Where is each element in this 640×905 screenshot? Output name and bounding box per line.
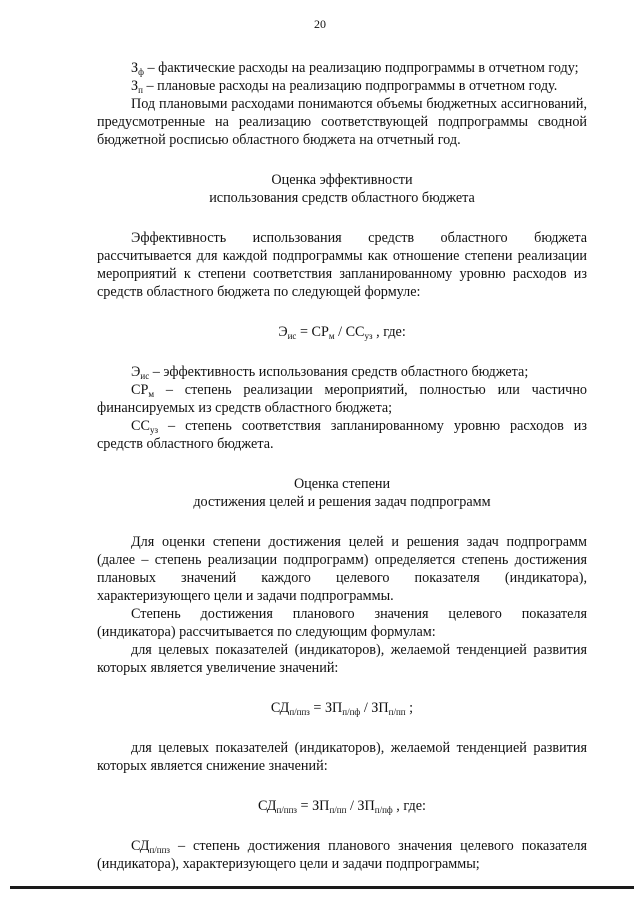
page-content bbox=[97, 59, 587, 873]
efficiency-intro-paragraph: Эффективность использования средств областного бюджета рассчитывается для каждой подпрограммы как отношение степени реализации мероприятий к степени соответствия запланированному уровню расходов из средств областного бюджета по следующей формуле: bbox=[97, 230, 587, 300]
definition-sd: $СД_{п/ппз}$ – степень достижения планового значения целевого показателя (индикатора), характеризующего цели и задачи подпрограммы; bbox=[97, 838, 587, 872]
section-heading-line: Оценка степени bbox=[293, 476, 391, 492]
definition-zf bbox=[97, 59, 587, 77]
goals-paragraph: Для оценки степени достижения целей и решения задач подпрограмм (далее – степень реализации подпрограмм) определяется степень достижения плановых значений каждого целевого показателя (индикатора), характеризующего цели и задачи подпрограммы. bbox=[97, 534, 587, 604]
definition-srm: $СР_м$ – степень реализации мероприятий, полностью или частично финансируемых из средств областного бюджета; bbox=[97, 382, 587, 416]
subscript: ф bbox=[138, 67, 144, 77]
formula-increase: $СД_{п/ппз} = ЗП_{п/пф} / ЗП_{п/пп}$ ; bbox=[270, 700, 414, 717]
subscript: п bbox=[138, 85, 143, 95]
section-heading-line: достижения целей и решения задач подпрограмм bbox=[193, 494, 491, 510]
section-heading-line: Оценка эффективности bbox=[271, 172, 413, 188]
planned-expenses-paragraph: Под плановыми расходами понимаются объемы бюджетных ассигнований, предусмотренные на реализацию соответствующей подпрограммы сводной бюджетной росписью областного бюджета на отчетный год. bbox=[97, 96, 587, 148]
decrease-case-paragraph: для целевых показателей (индикаторов), желаемой тенденцией развития которых является снижение значений: bbox=[97, 740, 587, 774]
indicator-paragraph: Степень достижения планового значения целевого показателя (индикатора) рассчитывается по следующим формулам: bbox=[97, 606, 587, 640]
definition-text: – плановые расходы на реализацию подпрограммы в отчетном году. bbox=[142, 78, 558, 94]
definition-text: – фактические расходы на реализацию подпрограммы в отчетном году; bbox=[143, 60, 579, 76]
page-number: 20 bbox=[314, 17, 326, 31]
definition-zp bbox=[97, 77, 587, 95]
definition-ssuz: $СС_{уз}$ – степень соответствия запланированному уровню расходов из средств областного бюджета. bbox=[97, 418, 587, 452]
symbol: З bbox=[131, 78, 139, 94]
bottom-scan-edge bbox=[10, 886, 634, 889]
increase-case-paragraph: для целевых показателей (индикаторов), желаемой тенденцией развития которых является увеличение значений: bbox=[97, 642, 587, 676]
symbol: З bbox=[131, 60, 139, 76]
definition-eis: $Э_{ис}$ – эффективность использования средств областного бюджета; bbox=[131, 364, 529, 381]
formula-decrease: $СД_{п/ппз} = ЗП_{п/пп} / ЗП_{п/пф}$ , где: bbox=[258, 798, 426, 815]
section-heading-line: использования средств областного бюджета bbox=[209, 190, 475, 206]
efficiency-formula: $Э_{ис} = СР_м / СС_{уз}$ , где: bbox=[278, 324, 406, 341]
